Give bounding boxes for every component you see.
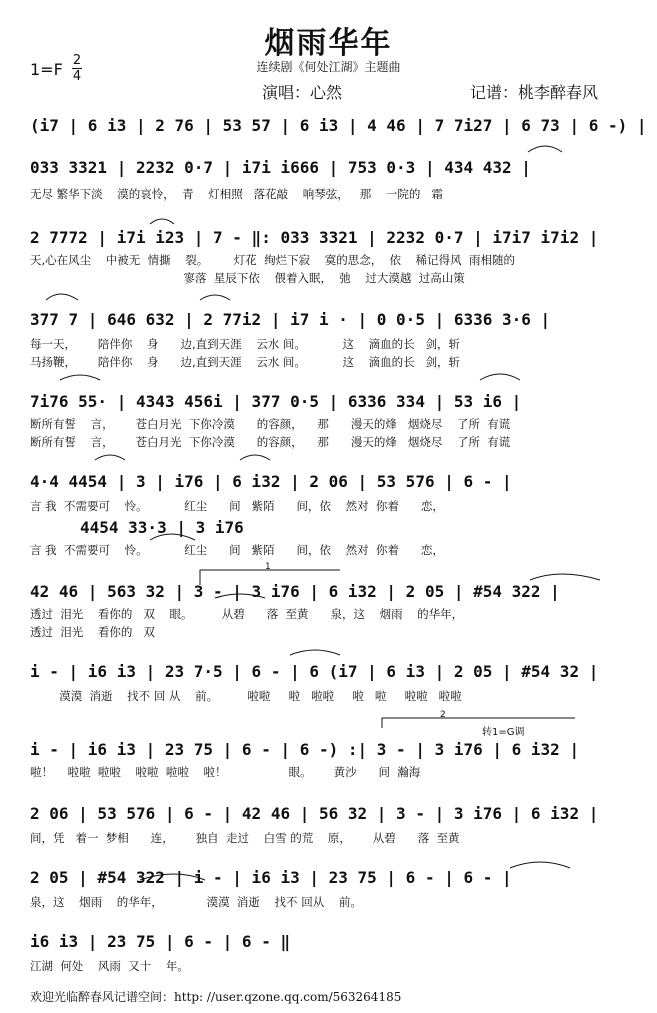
score-row-13-notes: i6 i3 | 23 75 | 6 - | 6 - ‖ [30, 932, 291, 951]
score-row-7-notes: 4454 33·3 | 3 i76 [80, 518, 244, 537]
score-row-7-lyric-1: 言 我 不需要可 怜。 红尘 间 紫陌 间，依 然对 你着 恋， [30, 543, 444, 557]
volta-2-label: 2 [440, 710, 446, 720]
time-bottom: 4 [72, 69, 82, 84]
score-row-6-notes: 4·4 4454 | 3 | i76 | 6 i32 | 2 06 | 53 576 | 6 - | [30, 472, 512, 491]
score-row-13-lyric-1: 江湖 何处 风雨 又十 年。 [30, 959, 189, 973]
score-row-3-lyric-1: 天,心在风尘 中被无 情撕 裂。 灯花 绚烂下寂 寞的思念， 依 稀记得风 雨相随的 [30, 253, 515, 267]
singer: 演唱：心然 [262, 83, 343, 102]
score-row-8-notes: 42 46 | 563 32 | 3 - | 3 i76 | 6 i32 | 2 05 | #54 322 | [30, 582, 560, 601]
score-row-12-notes: 2 05 | #54 322 | i - | i6 i3 | 23 75 | 6 - | 6 - | [30, 868, 512, 887]
score-row-6-lyric-1: 言 我 不需要可 怜。 红尘 间 紫陌 间，依 然对 你着 恋， [30, 499, 444, 513]
score-row-11-notes: 2 06 | 53 576 | 6 - | 42 46 | 56 32 | 3 - | 3 i76 | 6 i32 | [30, 804, 599, 823]
score-row-4-lyric-1: 每一天， 陪伴你 身 边,直到天涯 云水 间。 这 滴血的长 剑，斩 [30, 337, 461, 351]
song-title: 烟雨华年 [264, 26, 393, 61]
transcriber: 记谱：桃李醉春风 [470, 83, 599, 102]
score-row-3-notes: 2 7772 | i7i i23 | 7 - ‖: 033 3321 | 2232 0·7 | i7i7 i7i2 | [30, 228, 599, 247]
time-top: 2 [72, 53, 82, 68]
score-row-8-lyric-1: 透过 泪光 看你的 双 眼。 从碧 落 至黄 泉，这 烟雨 的华年， [30, 607, 464, 621]
score-row-2-lyric-1: 无尽 繁华下淡 漠的哀怜， 青 灯相照 落花敲 响琴弦， 那 一院的 霜 [30, 187, 443, 201]
key-signature: 1=F [30, 60, 63, 79]
score-row-4-lyric-2: 马扬鞭， 陪伴你 身 边,直到天涯 云水 间。 这 滴血的长 剑，斩 [30, 355, 461, 369]
footer-credit: 欢迎光临醉春风记谱空间：http: //user.qzone.qq.com/563264185 [30, 990, 402, 1004]
subtitle: 连续剧《何处江湖》主题曲 [256, 60, 401, 74]
score-row-5-lyric-1: 断所有誓 言， 苍白月光 下你冷漠 的容颜， 那 漫天的烽 烟烧尽 了所 有谎 [30, 417, 511, 431]
score-row-11-lyric-1: 间，凭 着一 梦相 连， 独自 走过 白雪 的荒 原， 从碧 落 至黄 [30, 831, 460, 845]
score-row-5-lyric-2: 断所有誓 言， 苍白月光 下你冷漠 的容颜， 那 漫天的烽 烟烧尽 了所 有谎 [30, 435, 511, 449]
volta-1-label: 1 [265, 562, 271, 572]
score-row-1-notes: (i7 | 6 i3 | 2 76 | 53 57 | 6 i3 | 4 46 | 7 7i27 | 6 73 | 6 -) | [30, 116, 647, 135]
score-row-9-notes: i - | i6 i3 | 23 7·5 | 6 - | 6 (i7 | 6 i3 | 2 05 | #54 32 | [30, 662, 599, 681]
score-row-5-notes: 7i76 55· | 4343 456i | 377 0·5 | 6336 334 | 53 i6 | [30, 392, 522, 411]
score-row-12-lyric-1: 泉，这 烟雨 的华年， 漠漠 消逝 找不 回从 前。 [30, 895, 362, 909]
score-row-10-lyric-1: 啦！ 啦啦 啦啦 啦啦 啦啦 啦！ 眼。 黄沙 间 瀚海 [30, 765, 421, 779]
score-row-10-notes: i - | i6 i3 | 23 75 | 6 - | 6 -) :| 3 - | 3 i76 | 6 i32 | [30, 740, 580, 759]
score-row-2-notes: 033 3321 | 2232 0·7 | i7i i666 | 753 0·3 | 434 432 | [30, 158, 531, 177]
score-row-8-lyric-2: 透过 泪光 看你的 双 [30, 625, 155, 639]
modulation-label: 转1=G调 [482, 727, 525, 738]
score-row-4-notes: 377 7 | 646 632 | 2 77i2 | i7 i · | 0 0·5 | 6336 3·6 | [30, 310, 551, 329]
score-row-3-lyric-2: 寥落 星辰下依 偎着入眠， 弛 过大漠越 过高山策 [30, 271, 465, 285]
score-row-9-lyric-1: 漠漠 消逝 找不 回 从 前。 啦啦 啦 啦啦 啦 啦 啦啦 啦啦 [30, 689, 462, 703]
